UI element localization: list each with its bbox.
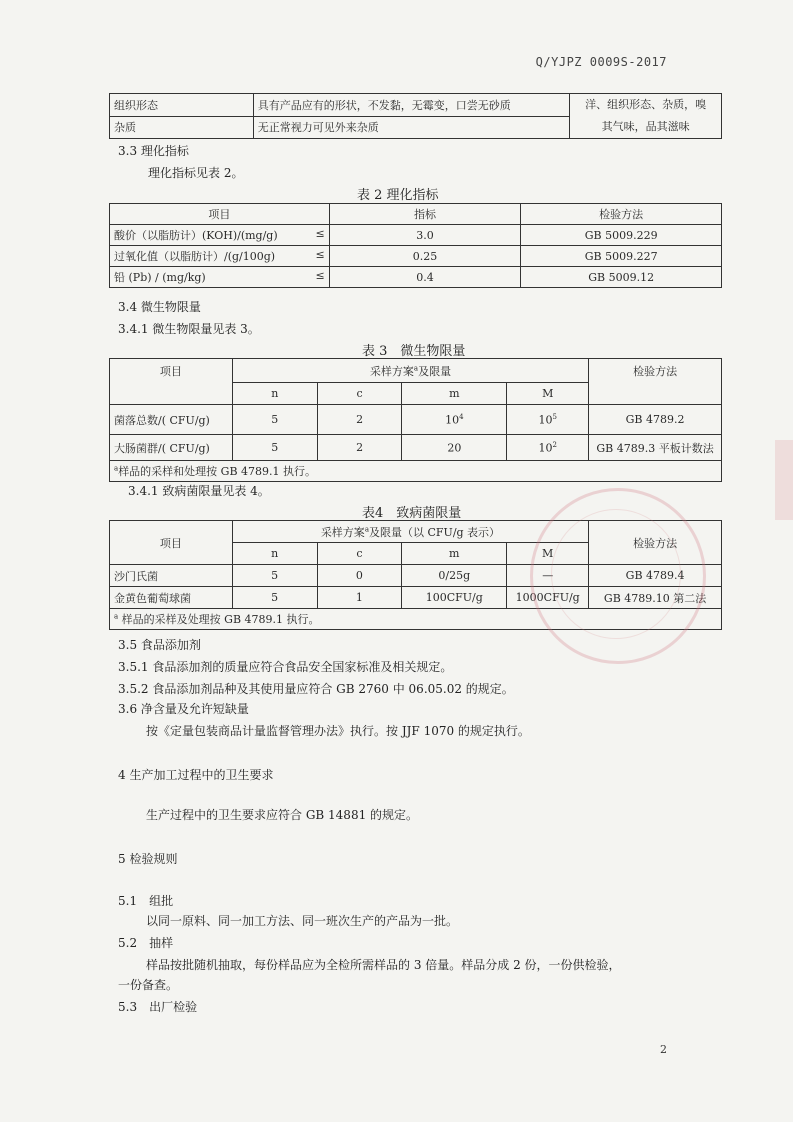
table-caption: 表4 致病菌限量 xyxy=(362,506,462,521)
header-text: 采样方案 xyxy=(320,525,365,539)
section-heading: 5.1 组批 xyxy=(118,894,174,908)
header-text: 采样方案 xyxy=(369,364,414,378)
column-header: 检验方法 xyxy=(589,359,722,405)
sub-header: m xyxy=(402,383,507,405)
paragraph: 理化指标见表 2。 xyxy=(148,166,244,180)
footnote-mark: a xyxy=(364,524,369,533)
table-cell: GB 4789.2 xyxy=(589,405,722,435)
section-heading: 5 检验规则 xyxy=(118,852,178,866)
table-cell: 0.25 xyxy=(329,246,521,267)
table-cell: 100CFU/g xyxy=(402,587,507,609)
table-cell xyxy=(402,435,507,461)
column-header: 项目 xyxy=(110,359,233,405)
table-cell: 金黄色葡萄球菌 xyxy=(110,587,233,609)
table-cell xyxy=(110,225,330,246)
footnote-mark: a xyxy=(413,363,419,372)
sensory-table xyxy=(109,93,722,139)
table-cell: 1 xyxy=(317,587,402,609)
table-cell: — xyxy=(507,565,589,587)
table-cell: 杂质 xyxy=(110,116,254,139)
table-cell: 组织形态 xyxy=(110,94,254,117)
table-4 xyxy=(109,520,722,630)
table-cell: GB 4789.3 平板计数法 xyxy=(589,435,722,461)
column-header: 项目 xyxy=(110,204,330,225)
section-heading: 3.5 食品添加剂 xyxy=(118,638,201,652)
value: 20 xyxy=(447,441,462,455)
method-line: 洋、组织形态、杂质，嗅 xyxy=(585,98,707,111)
column-header xyxy=(232,521,588,543)
table-footnote xyxy=(110,609,722,630)
table-cell: 大肠菌群/( CFU/g) xyxy=(110,435,233,461)
sub-header: n xyxy=(232,383,317,405)
paragraph: 以同一原料、同一加工方法、同一班次生产的产品为一批。 xyxy=(146,914,459,928)
table-cell: 2 xyxy=(317,435,402,461)
seal-edge-mark xyxy=(775,440,793,520)
sub-header: M xyxy=(507,383,589,405)
item-label: 过氧化值（以脂肪计）/(g/100g) xyxy=(114,250,276,263)
operator: ≤ xyxy=(315,248,325,261)
operator: ≤ xyxy=(315,269,325,282)
exponent: 5 xyxy=(552,412,557,421)
section-heading: 4 生产加工过程中的卫生要求 xyxy=(118,768,274,782)
table-cell xyxy=(507,405,589,435)
page-number: 2 xyxy=(660,1043,667,1056)
table-cell: 5 xyxy=(232,587,317,609)
exponent: 4 xyxy=(459,412,464,421)
table-footnote xyxy=(110,461,722,482)
section-heading: 3.6 净含量及允许短缺量 xyxy=(118,702,249,716)
table-cell: 菌落总数/( CFU/g) xyxy=(110,405,233,435)
table-cell: GB 4789.4 xyxy=(589,565,722,587)
table-row xyxy=(110,246,722,267)
section-heading: 3.4 微生物限量 xyxy=(118,300,201,314)
value: 10 xyxy=(445,413,460,427)
table-cell: GB 5009.227 xyxy=(521,246,722,267)
column-header xyxy=(232,359,588,383)
table-cell: GB 5009.12 xyxy=(521,267,722,288)
table-cell: 1000CFU/g xyxy=(507,587,589,609)
table-row xyxy=(110,267,722,288)
table-cell: GB 5009.229 xyxy=(521,225,722,246)
paragraph: 3.4.1 致病菌限量见表 4。 xyxy=(128,484,270,498)
paragraph: 3.5.2 食品添加剂品种及其使用量应符合 GB 2760 中 06.05.02 的规定。 xyxy=(118,682,514,696)
column-header: 检验方法 xyxy=(589,521,722,565)
table-cell xyxy=(402,405,507,435)
table-cell xyxy=(110,246,330,267)
table-cell: 沙门氏菌 xyxy=(110,565,233,587)
paragraph: 样品按批随机抽取，每份样品应为全检所需样品的 3 倍量。样品分成 2 份，一份供检验， xyxy=(146,958,621,972)
header-text: 及限量（以 CFU/g 表示） xyxy=(369,525,501,539)
table-cell: 0/25g xyxy=(402,565,507,587)
standard-code: Q/YJPZ 0009S-2017 xyxy=(535,55,667,69)
table-row xyxy=(110,565,722,587)
table-cell: 0.4 xyxy=(329,267,521,288)
paragraph: 一份备查。 xyxy=(118,978,179,992)
table-caption: 表 2 理化指标 xyxy=(357,188,439,203)
table-cell: 2 xyxy=(317,405,402,435)
table-2 xyxy=(109,203,722,288)
item-label: 铅 (Pb) / (mg/kg) xyxy=(114,271,206,284)
section-heading: 3.3 理化指标 xyxy=(118,144,189,158)
table-caption: 表 3 微生物限量 xyxy=(362,344,466,359)
table-cell xyxy=(110,267,330,288)
paragraph: 按《定量包装商品计量监督管理办法》执行。按 JJF 1070 的规定执行。 xyxy=(146,724,530,738)
sub-header: c xyxy=(317,383,402,405)
table-cell xyxy=(570,94,722,139)
table-3 xyxy=(109,358,722,482)
table-cell: 5 xyxy=(232,405,317,435)
value: 10 xyxy=(538,413,553,427)
operator: ≤ xyxy=(315,227,325,240)
method-line: 其气味，品其滋味 xyxy=(601,120,690,133)
sub-header: M xyxy=(507,543,589,565)
footnote-mark: a xyxy=(114,464,119,473)
footnote-mark: a xyxy=(114,612,119,621)
paragraph: 3.4.1 微生物限量见表 3。 xyxy=(118,322,260,336)
paragraph: 生产过程中的卫生要求应符合 GB 14881 的规定。 xyxy=(146,808,419,822)
section-heading: 5.3 出厂检验 xyxy=(118,1000,198,1014)
table-cell: 5 xyxy=(232,435,317,461)
sub-header: c xyxy=(317,543,402,565)
column-header: 检验方法 xyxy=(521,204,722,225)
table-cell: 5 xyxy=(232,565,317,587)
table-cell: 0 xyxy=(317,565,402,587)
sub-header: n xyxy=(232,543,317,565)
sub-header: m xyxy=(402,543,507,565)
header-text: 及限量 xyxy=(418,364,452,378)
table-cell: 具有产品应有的形状，不发黏，无霉变，口尝无砂质 xyxy=(253,94,569,117)
footnote-text: 样品的采样及处理按 GB 4789.1 执行。 xyxy=(118,613,320,626)
paragraph: 3.5.1 食品添加剂的质量应符合食品安全国家标准及相关规定。 xyxy=(118,660,453,674)
column-header: 项目 xyxy=(110,521,233,565)
column-header: 指标 xyxy=(329,204,521,225)
table-row xyxy=(110,225,722,246)
table-row xyxy=(110,405,722,435)
table-row xyxy=(110,435,722,461)
table-cell: 无正常视力可见外来杂质 xyxy=(253,116,569,139)
section-heading: 5.2 抽样 xyxy=(118,936,174,950)
value: 10 xyxy=(538,441,553,455)
table-cell: 3.0 xyxy=(329,225,521,246)
exponent: 2 xyxy=(552,440,557,449)
table-cell xyxy=(507,435,589,461)
item-label: 酸价（以脂肪计）(KOH)/(mg/g) xyxy=(114,229,278,242)
table-row xyxy=(110,587,722,609)
footnote-text: 样品的采样和处理按 GB 4789.1 执行。 xyxy=(118,465,317,478)
table-cell: GB 4789.10 第二法 xyxy=(589,587,722,609)
